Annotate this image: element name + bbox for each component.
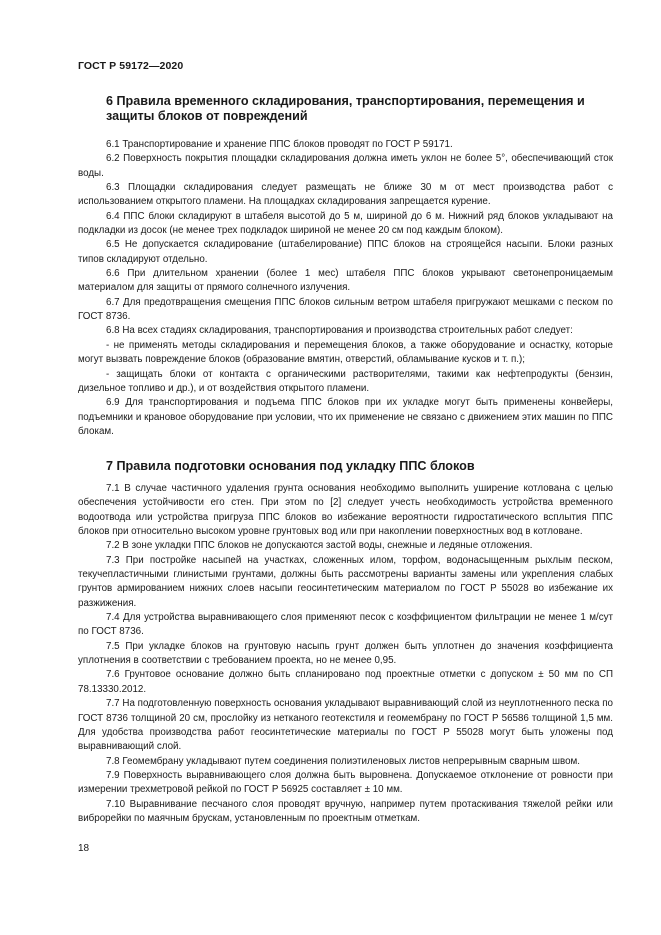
paragraph-7-3: 7.3 При постройке насыпей на участках, сложенных илом, торфом, водонасыщенным рыхлым песком, текучепластичными глинистыми грунтами, должны быть рассмотрены варианты замены или укрепления слабых грунтов армированием нижних слоев насыпи геосинтетическим материалом по ГОСТ Р 55028 во избежание их разжижения.	[78, 554, 613, 609]
paragraph-6-8: 6.8 На всех стадиях складирования, транспортирования и производства строительных работ следует:	[106, 325, 573, 337]
section-6-body	[78, 138, 613, 439]
section-7-body	[78, 482, 613, 826]
paragraph-7-4: 7.4 Для устройства выравнивающего слоя применяют песок с коэффициентом фильтрации не менее 1 м/сут по ГОСТ 8736.	[78, 612, 613, 638]
paragraph-7-1: 7.1 В случае частичного удаления грунта основания необходимо выполнить уширение котлована с целью обеспечения устойчивости его стен. При этом по [2] следует учесть необходимость устройства временного водоотвода или устройства пригруза ППС блоков во избежание вероятности гидростатического всплытия ППС блоков при относительно высоком уровне грунтовых вод или при накоплении поверхностных вод в котловане.	[78, 483, 613, 538]
list-item-6-8-b: - защищать блоки от контакта с органическими растворителями, такими как нефтепродукты (бензин, дизельное топливо и др.), и от воздействия открытого пламени.	[78, 368, 613, 394]
paragraph-7-10: 7.10 Выравнивание песчаного слоя проводят вручную, например путем протаскивания тяжелой рейки или виброрейки по маячным брускам, установленным по проектным отметкам.	[78, 798, 613, 824]
paragraph-7-8: 7.8 Геомембрану укладывают путем соединения полиэтиленовых листов непрерывным сварным швом.	[106, 755, 580, 767]
standard-header: ГОСТ Р 59172—2020	[78, 60, 184, 72]
list-item-6-8-a: - не применять методы складирования и перемещения блоков, а также оборудование и оснастку, которые могут вызвать повреждение блоков (образование вмятин, отверстий, обламывание кусков и т. п.);	[78, 339, 613, 366]
paragraph-7-7: 7.7 На подготовленную поверхность основания укладывают выравнивающий слой из неуплотненного песка по ГОСТ 8736 толщиной 20 см, прослойку из нетканого геотекстиля и геомембрану по ГОСТ Р 56586 толщиной 1,5 мм. Для удобства производства работ геосинтетические материалы по ГОСТ Р 55028 могут быть уложены под выравнивающий слой.	[78, 698, 613, 753]
paragraph-6-9: 6.9 Для транспортирования и подъема ППС блоков при их укладке могут быть применены конвейеры, подъемники и крановое оборудование при условии, что их применение не связано с движением этих машин по ППС блокам.	[78, 397, 613, 437]
paragraph-6-4: 6.4 ППС блоки складируют в штабеля высотой до 5 м, шириной до 6 м. Нижний ряд блоков укладывают на подкладки из досок (не менее трех подкладок шириной не менее 20 см под каждым блоком).	[78, 210, 613, 237]
section-7	[78, 459, 613, 826]
paragraph-6-7: 6.7 Для предотвращения смещения ППС блоков сильным ветром штабеля пригружают мешками с песком по ГОСТ 8736.	[78, 296, 613, 323]
paragraph-6-5: 6.5 Не допускается складирование (штабелирование) ППС блоков на строящейся насыпи. Блоки разных типов складируют отдельно.	[78, 239, 613, 265]
paragraph-6-6: 6.6 При длительном хранении (более 1 мес) штабеля ППС блоков укрывают светонепроницаемым материалом для защиты от прямого солнечного излучения.	[78, 268, 613, 294]
paragraph-7-9: 7.9 Поверхность выравнивающего слоя должна быть выровнена. Допускаемое отклонение от ровности при измерении трехметровой рейкой по ГОСТ Р 56925 составляет ± 10 мм.	[78, 769, 613, 796]
section-6-title: 6 Правила временного складирования, транспортирования, перемещения и защиты блоков от повреждений	[106, 94, 585, 123]
page-number: 18	[78, 843, 90, 854]
paragraph-6-2: 6.2 Поверхность покрытия площадки складирования должна иметь уклон не более 5°, обеспечивающий сток воды.	[78, 153, 613, 179]
paragraph-6-1: 6.1 Транспортирование и хранение ППС блоков проводят по ГОСТ Р 59171.	[106, 139, 453, 150]
section-6	[78, 94, 613, 439]
paragraph-6-3: 6.3 Площадки складирования следует размещать не ближе 30 м от мест производства работ с использованием открытого пламени. На площадках складирования запрещается курение.	[78, 182, 613, 208]
paragraph-7-2: 7.2 В зоне укладки ППС блоков не допускаются застой воды, снежные и ледяные отложения.	[106, 540, 533, 552]
paragraph-7-6: 7.6 Грунтовое основание должно быть спланировано под проектные отметки с допуском ± 50 мм по СП 78.13330.2012.	[78, 669, 613, 695]
paragraph-7-5: 7.5 При укладке блоков на грунтовую насыпь грунт должен быть уплотнен до значения коэффициента уплотнения в соответствии с требованием проекта, но не менее 0,95.	[78, 640, 613, 667]
section-7-title: 7 Правила подготовки основания под укладку ППС блоков	[106, 459, 475, 473]
